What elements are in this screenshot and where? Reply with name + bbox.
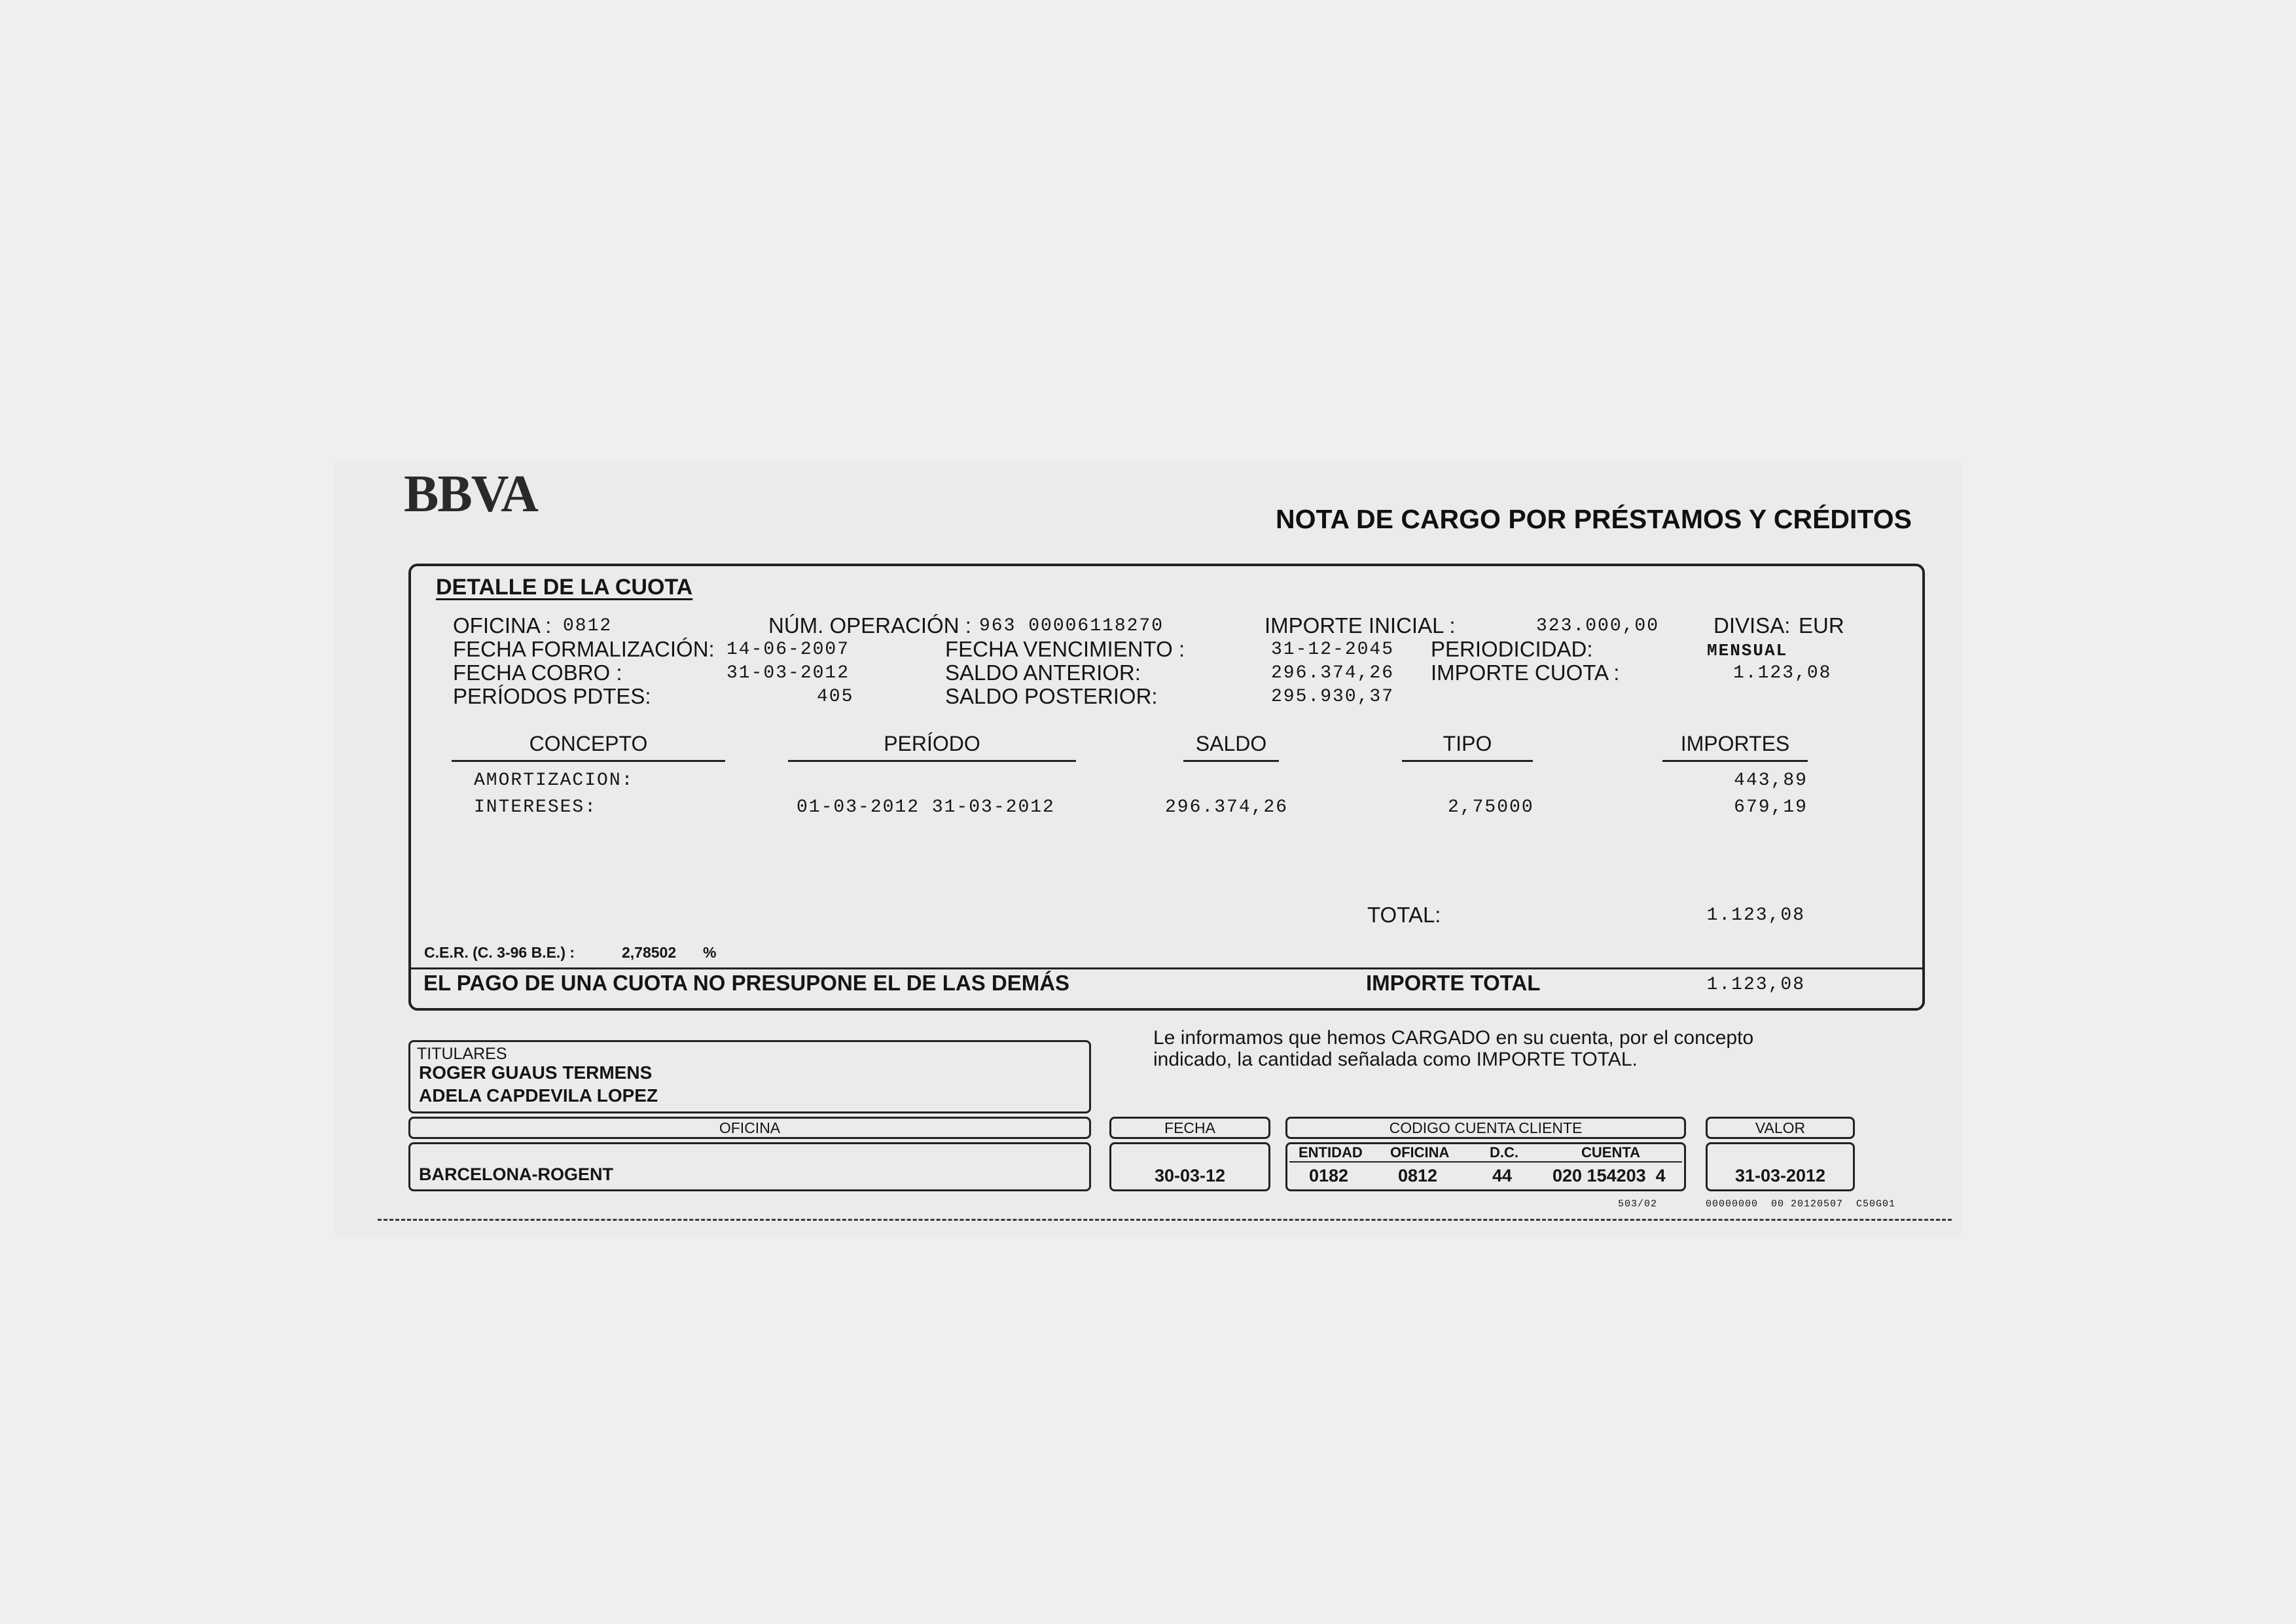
ccc-entidad-value: 0182 [1309, 1166, 1349, 1185]
importe-total-label: IMPORTE TOTAL [1366, 971, 1541, 995]
importe-inicial-value: 323.000,00 [1536, 616, 1660, 636]
periodicidad-value: MENSUAL [1707, 641, 1788, 660]
ccc-entidad-header: ENTIDAD [1299, 1144, 1363, 1161]
row-concepto: INTERESES: [474, 797, 598, 818]
row-importe: 679,19 [1734, 797, 1808, 818]
importe-inicial-label: IMPORTE INICIAL : [1265, 613, 1456, 638]
fecha-cobro-label: FECHA COBRO : [453, 660, 622, 685]
row-concepto: AMORTIZACION: [474, 770, 634, 791]
ccc-cuenta-header: CUENTA [1581, 1144, 1641, 1161]
col-header-concepto: CONCEPTO [452, 732, 725, 762]
total-value: 1.123,08 [1706, 905, 1805, 926]
fecha-formalizacion-label: FECHA FORMALIZACIÓN: [453, 637, 715, 661]
periodos-pdtes-label: PERÍODOS PDTES: [453, 684, 651, 708]
section-title: DETALLE DE LA CUOTA [436, 575, 693, 600]
divisa-label: DIVISA: [1713, 613, 1791, 638]
valor-field-value: 31-03-2012 [1734, 1166, 1826, 1185]
oficina-field-header: OFICINA [408, 1117, 1091, 1139]
cer-unit: % [703, 944, 717, 961]
total-label: TOTAL: [1367, 903, 1441, 927]
num-operacion-label: NÚM. OPERACIÓN : [768, 613, 971, 638]
info-text-line-2: indicado, la cantidad señalada como IMPORTE TOTAL. [1153, 1049, 1638, 1070]
ccc-cuenta-value: 020 154203 4 [1552, 1166, 1666, 1185]
oficina-field-value: BARCELONA-ROGENT [419, 1164, 613, 1184]
num-operacion-value: 963 00006118270 [979, 616, 1164, 636]
footer-divider [411, 967, 1922, 969]
periodos-pdtes-value: 405 [817, 687, 854, 707]
ccc-divider [1289, 1161, 1682, 1163]
bbva-logo: BBVA [404, 465, 537, 523]
saldo-posterior-label: SALDO POSTERIOR: [945, 684, 1158, 708]
form-code: 503/02 [1618, 1199, 1658, 1210]
periodicidad-label: PERIODICIDAD: [1431, 637, 1593, 661]
cer-value: 2,78502 [622, 944, 677, 961]
oficina-label: OFICINA : [453, 613, 552, 638]
saldo-anterior-value: 296.374,26 [1271, 663, 1395, 683]
fecha-formalizacion-value: 14-06-2007 [726, 640, 850, 660]
titular-name: ADELA CAPDEVILA LOPEZ [419, 1085, 658, 1106]
fecha-vencimiento-value: 31-12-2045 [1271, 640, 1395, 660]
importe-cuota-value: 1.123,08 [1733, 663, 1832, 683]
row-periodo: 01-03-2012 31-03-2012 [797, 797, 1055, 818]
row-importe: 443,89 [1734, 770, 1808, 791]
col-header-periodo: PERÍODO [788, 732, 1076, 762]
ccc-oficina-value: 0812 [1398, 1166, 1438, 1185]
reference-code: 00000000 00 20120507 C50G01 [1706, 1199, 1896, 1210]
fecha-vencimiento-label: FECHA VENCIMIENTO : [945, 637, 1185, 661]
document-title: NOTA DE CARGO POR PRÉSTAMOS Y CRÉDITOS [1276, 504, 1912, 534]
importe-total-value: 1.123,08 [1706, 975, 1805, 995]
titulares-label: TITULARES [417, 1045, 507, 1063]
ccc-oficina-header: OFICINA [1390, 1144, 1450, 1161]
perforation-line [378, 1219, 1952, 1221]
saldo-posterior-value: 295.930,37 [1271, 687, 1395, 707]
fecha-field-value: 30-03-12 [1154, 1166, 1226, 1185]
row-tipo: 2,75000 [1448, 797, 1534, 818]
divisa-value: EUR [1799, 613, 1844, 638]
ccc-dc-header: D.C. [1490, 1144, 1518, 1161]
info-text-line-1: Le informamos que hemos CARGADO en su cuenta, por el concepto [1153, 1027, 1754, 1049]
col-header-importes: IMPORTES [1662, 732, 1808, 762]
fecha-field-header: FECHA [1109, 1117, 1270, 1139]
cer-label: C.E.R. (C. 3-96 B.E.) : [424, 944, 575, 961]
fecha-cobro-value: 31-03-2012 [726, 663, 850, 683]
ccc-dc-value: 44 [1492, 1166, 1513, 1185]
saldo-anterior-label: SALDO ANTERIOR: [945, 660, 1141, 685]
row-saldo: 296.374,26 [1165, 797, 1289, 818]
importe-cuota-label: IMPORTE CUOTA : [1431, 660, 1620, 685]
ccc-field-header: CODIGO CUENTA CLIENTE [1285, 1117, 1686, 1139]
col-header-tipo: TIPO [1402, 732, 1533, 762]
col-header-saldo: SALDO [1183, 732, 1279, 762]
valor-field-header: VALOR [1706, 1117, 1855, 1139]
oficina-value: 0812 [563, 616, 613, 636]
titular-name: ROGER GUAUS TERMENS [419, 1062, 653, 1083]
debit-note-slip [335, 461, 1961, 1238]
payment-note: EL PAGO DE UNA CUOTA NO PRESUPONE EL DE LAS DEMÁS [423, 971, 1070, 995]
